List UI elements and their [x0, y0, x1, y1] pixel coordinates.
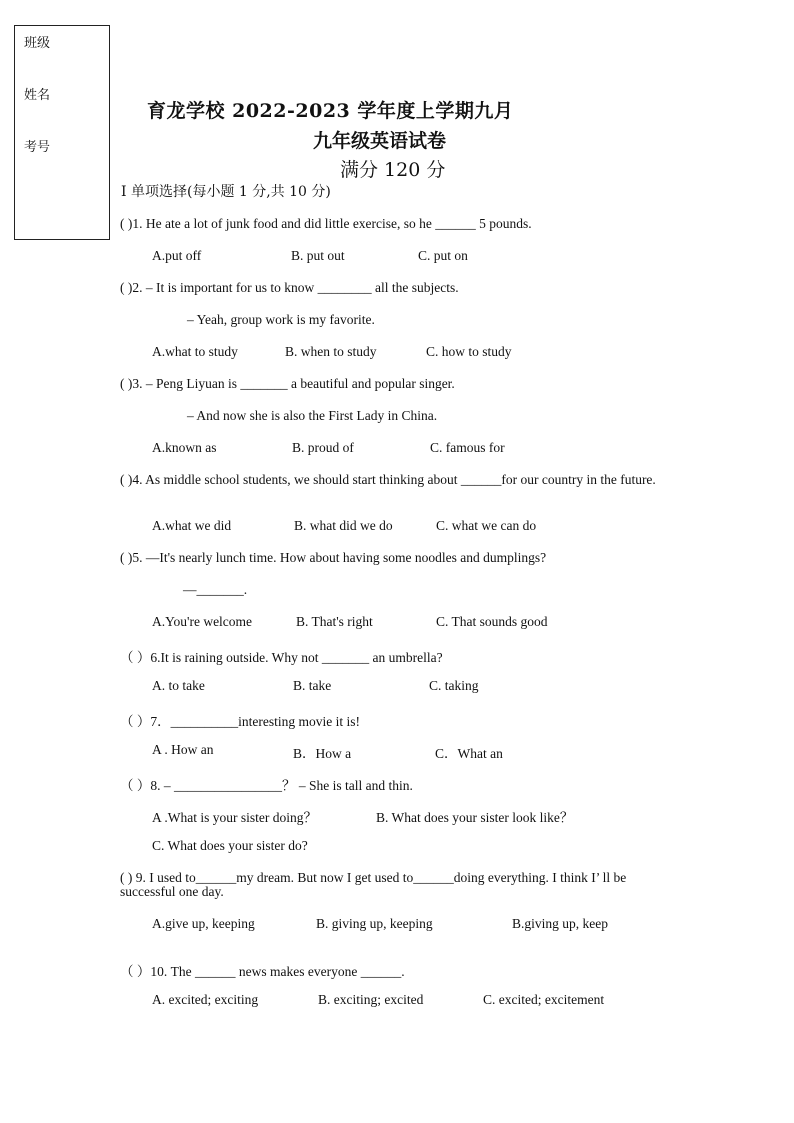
question-3: ( )3. – Peng Liyuan is _______ a beautiful and popular singer. — [120, 376, 455, 391]
q10-option-b: B. exciting; excited — [318, 992, 424, 1007]
q2-option-a: A.what to study — [152, 344, 238, 359]
question-2: ( )2. – It is important for us to know ________ all the subjects. — [120, 280, 459, 295]
question-3-reply: – And now she is also the First Lady in China. — [187, 408, 438, 423]
class-label: 班级 — [24, 36, 51, 51]
q5-option-a: A.You're welcome — [152, 614, 253, 629]
q3-option-b: B. proud of — [292, 440, 354, 455]
q4-option-a: A.what we did — [152, 518, 232, 533]
question-5-reply: —_______. — [183, 582, 248, 597]
question-1: ( )1. He ate a lot of junk food and did little exercise, so he ______ 5 pounds. — [120, 216, 532, 231]
q10-option-c: C. excited; excitement — [483, 992, 605, 1007]
student-info-box — [14, 25, 110, 240]
q6-option-a: A. to take — [152, 678, 205, 693]
q6-option-c: C. taking — [429, 678, 479, 693]
q7-option-c: C．What an — [435, 746, 503, 761]
q8-option-b: B. What does your sister look like？ — [376, 810, 574, 825]
question-7: （ ）7．__________interesting movie it is! — [120, 714, 360, 729]
q2-option-b: B. when to study — [285, 344, 377, 359]
q6-option-b: B. take — [293, 678, 332, 693]
section-heading: Ⅰ 单项选择(每小题 1 分,共 10 分) — [121, 184, 331, 200]
full-score: 满分 120 分 — [340, 159, 446, 181]
q10-option-a: A. excited; exciting — [152, 992, 259, 1007]
q1-option-c: C. put on — [418, 248, 468, 263]
exam-number-label: 考号 — [24, 140, 51, 155]
question-8: （ ）8. – ________________？ – She is tall and thin. — [120, 778, 413, 793]
q7-option-a: A . How an — [152, 742, 214, 757]
q5-option-b: B. That's right — [296, 614, 373, 629]
q8-option-a: A .What is your sister doing？ — [152, 810, 317, 825]
question-6: （ ）6.It is raining outside. Why not _______ an umbrella? — [120, 650, 443, 665]
q3-option-a: A.known as — [152, 440, 217, 455]
question-10: （ ）10. The ______ news makes everyone ______. — [120, 964, 405, 979]
q3-option-c: C. famous for — [430, 440, 505, 455]
name-label: 姓名 — [24, 88, 51, 103]
question-4: ( )4. As middle school students, we should start thinking about ______for our country in the future. — [120, 472, 656, 487]
q9-option-b: B. giving up, keeping — [316, 916, 433, 931]
q1-option-b: B. put out — [291, 248, 345, 263]
q9-option-a: A.give up, keeping — [152, 916, 255, 931]
q1-option-a: A.put off — [152, 248, 202, 263]
q8-option-c: C. What does your sister do? — [152, 838, 308, 853]
q7-option-b: B．How a — [293, 746, 352, 761]
q4-option-c: C. what we can do — [436, 518, 537, 533]
q5-option-c: C. That sounds good — [436, 614, 548, 629]
exam-title-line1: 育龙学校 2022-2023 学年度上学期九月 — [147, 100, 514, 122]
q2-option-c: C. how to study — [426, 344, 512, 359]
q4-option-b: B. what did we do — [294, 518, 393, 533]
question-5: ( )5. —It's nearly lunch time. How about having some noodles and dumplings? — [120, 550, 547, 565]
question-9: ( ) 9. I used to______my dream. But now I get used to______doing everything. I think I’ ll be successful one day. — [120, 870, 627, 899]
question-2-reply: – Yeah, group work is my favorite. — [187, 312, 375, 327]
q9-option-c: B.giving up, keep — [512, 916, 608, 931]
exam-title-line2: 九年级英语试卷 — [313, 130, 447, 152]
